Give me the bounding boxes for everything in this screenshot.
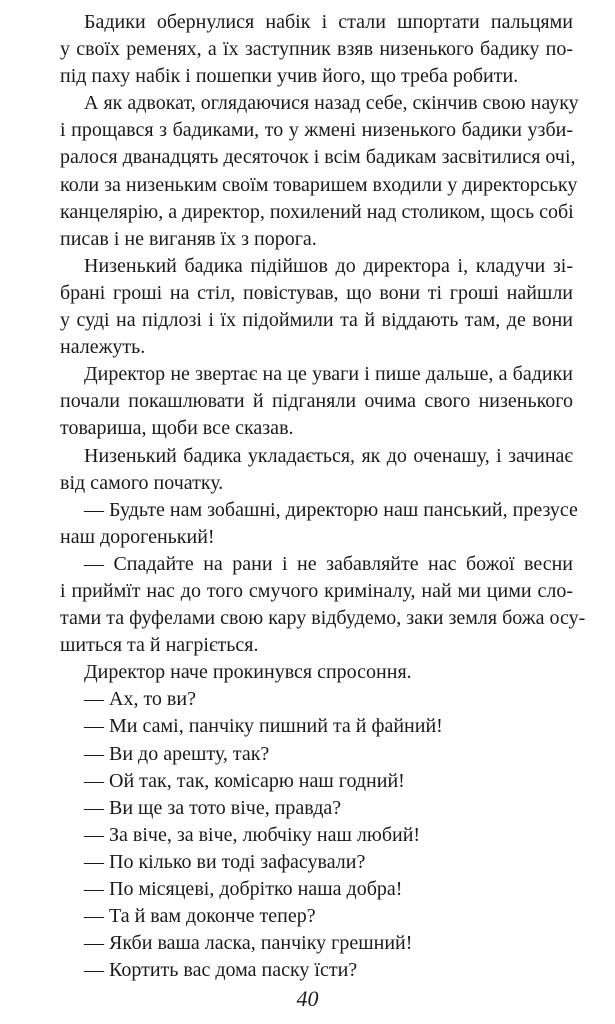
text-line: писав і не виганяв їх з порога. xyxy=(60,227,317,250)
text-line: Директор не звертає на це уваги і пише дальше, а бадики xyxy=(84,363,573,386)
page-number: 40 xyxy=(296,986,319,1011)
text-line: — Спадайте на рани і не забавляйте нас божої весни xyxy=(84,552,573,575)
text-line: Низенький бадика укладається, як до оченашу, і зачинає xyxy=(84,444,573,467)
text-line: ралося дванадцять десяточок і всім бадикам засвітилися очі, xyxy=(60,146,576,169)
body-text xyxy=(60,9,586,984)
text-line: — Ой так, так, комісарю наш годний! xyxy=(84,769,405,792)
text-line: — По кілько ви тоді зафасували? xyxy=(84,850,366,873)
text-line: у суді на підлозі і їх підоймили та й віддають там, де вони xyxy=(60,309,573,332)
text-line: коли за низеньким своїм товаришем входили у директорську xyxy=(60,173,578,196)
text-line: товариша, щоби все сказав. xyxy=(60,417,294,440)
text-line: і приймїт нас до того смучого криміналу, най ми цими сло- xyxy=(60,579,573,602)
text-line: почали покашлювати й підганяли очима свого низенького xyxy=(60,390,573,413)
text-line: від самого початку. xyxy=(60,471,224,494)
text-line: тами та фуфелами свою кару відбудемо, заки земля божа осу- xyxy=(60,607,586,630)
text-line: у своїх ременях, а їх заступник взяв низенького бадику по- xyxy=(60,38,573,61)
text-line: канцелярію, а директор, похилений над столиком, щось собі xyxy=(60,200,574,223)
text-line: — По місяцеві, добрітко наша добра! xyxy=(84,878,403,900)
text-line: Низенький бадика підійшов до директора і, кладучи зі- xyxy=(84,254,573,277)
text-line: — Якби ваша ласка, панчіку грешний! xyxy=(84,932,413,955)
text-line: — Ах, то ви? xyxy=(84,688,196,711)
text-line: — Ви до арешту, так? xyxy=(84,742,270,765)
text-line: А як адвокат, оглядаючися назад себе, скінчив свою науку xyxy=(84,92,579,115)
text-line: — За віче, за віче, любчіку наш любий! xyxy=(84,823,421,846)
text-line: шиться та й нагріється. xyxy=(60,634,259,657)
text-line: — Будьте нам зобашні, директорю наш панський, презусе xyxy=(84,498,578,521)
text-line: брані гроші на стіл, повістував, що вони ті гроші найшли xyxy=(60,281,573,304)
text-line: Директор наче прокинувся спросоння. xyxy=(84,661,412,684)
text-line: — Та й вам доконче тепер? xyxy=(84,905,316,928)
text-line: і прощався з бадиками, то у жмені низенького бадики узби- xyxy=(60,119,573,142)
text-line: під паху набік і пошепки учив його, що треба робити. xyxy=(60,65,519,88)
text-line: — Ви ще за тото віче, правда? xyxy=(84,796,342,819)
text-line: Бадики обернулися набік і стали шпортати пальцями xyxy=(84,11,573,33)
text-line: наш дорогенький! xyxy=(60,525,215,548)
text-line: — Кортить вас дома паску їсти? xyxy=(84,959,358,982)
text-line: належуть. xyxy=(60,336,146,359)
text-line: — Ми самі, панчіку пишний та й файний! xyxy=(84,715,443,738)
